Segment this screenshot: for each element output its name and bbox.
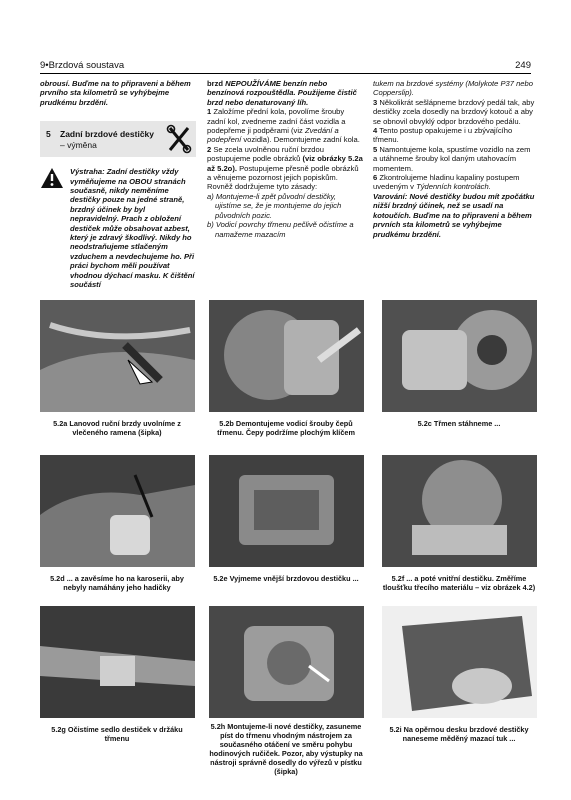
warning-block [40,167,196,289]
section-number: 5 [46,129,51,140]
tools-icon [166,124,192,154]
outer-pad-photo [209,455,364,567]
step-text: vozidla). Demontujeme zadní kola. [243,135,360,145]
caption-5-2b: 5.2b Demontujeme vodicí šrouby čepů třmenu. Čepy podržíme plochým klíčem [217,419,355,437]
caliper-bolt-photo [209,300,364,412]
photo-5-2i [382,606,537,718]
header-rule [40,73,531,74]
warning-icon [40,167,64,189]
step-text: Založíme přední kola, povolíme šrouby zadní kol, zvedneme zadní část vozidla a podepřeme ji podpěrami (viz [207,107,346,136]
reference-text: Týdenních kontrolách. [416,182,491,192]
reference-text: Zvedání a podepření [207,126,339,145]
caption-5-2h: 5.2h Montujeme-li nové destičky, zasuneme píst do třmenu vhodným nástrojem za současného otáčení ve směru pohybu hodinových ručiček. Pozor, aby výstupky na nástroji správně dosedly do výřezů v pístku (šipka) [209,722,363,776]
warning-text: Zadní destičky vždy vyměňujeme na OBOU stranách současně, nikdy neměníme destičky pouze na jedné straně, brzdný účinek by byl nepravidelný. Prach z obložení destiček může obsahovat azbest, který je zdravý škodlivý. Nikdy ho neodstraňujeme stlačeným vzduchem a nevdechujeme ho. Při práci bychom měli používat vhodnou dýchací masku. K čištění součástí [70,167,195,290]
step-text: Několikrát sešlápneme brzdový pedál tak, aby destičky zcela dosedly na brzdový kotouč a aby se obnovil obvyklý odpor brzdového pedálu. [373,97,535,126]
caliper-hung-photo [40,455,195,567]
step-text: Tento postup opakujeme i u zbývajícího třmenu. [373,126,513,145]
caliper-removal-photo [382,300,537,412]
pad-carrier-photo [40,606,195,718]
photo-5-2b [209,300,364,412]
warning-label: Varování: [373,191,408,201]
caption-5-2d: 5.2d ... a zavěsíme ho na karoserii, aby nebyly namáhány jeho hadičky [50,574,184,592]
caption-5-2a: 5.2a Lanovod ruční brzdy uvolníme z vlečeného ramena (šipka) [53,419,181,437]
warning-text: Nové destičky budou mít zpočátku nižší brzdný účinek, než se usadí na kotoučích. Buďme na to připraveni a během prvních sta kilometrů se vyhýbejme prudkému brzdění. [373,191,535,239]
caption-5-2f: 5.2f ... a poté vnitřní destičku. Změříme tloušťku třecího materiálu – viz obrázek 4.2) [382,574,536,592]
step-number: 3 [373,97,378,107]
column-3 [373,79,536,239]
photo-5-2g [40,606,195,718]
page-header [40,60,531,72]
section-heading [40,121,196,157]
step-number: 4 [373,126,378,136]
piston-tool-photo [209,606,364,718]
inner-pad-photo [382,455,537,567]
intro-text: obrousí. Buďme na to připraveni a během prvního sta kilometrů se vyhýbejme prudkému brzdění. [40,79,191,107]
column-1 [40,79,196,290]
column-2 [207,79,363,239]
text-fragment: brzd [207,79,224,88]
photo-5-2e [209,455,364,567]
caption-5-2i: 5.2i Na opěrnou desku brzdové destičky naneseme měděný mazací tuk ... [389,725,529,743]
reference-text: (viz obrázky 5.2a až 5.2o). [207,154,363,173]
step-text: Se zcela uvolněnou ruční brzdou postupujeme podle obrázků [207,144,324,164]
section-subtitle: – výměna [60,140,97,151]
list-item-b: b) Vodicí povrchy třmenu pečlivě očistíme a namažeme mazacím [207,220,354,239]
photo-5-2h [209,606,364,718]
step-number: 6 [373,173,378,183]
grease-pad-photo [382,606,537,718]
photo-5-2a [40,300,195,412]
step-text: Namontujeme kola, spustíme vozidlo na zem a utáhneme šrouby kol daným utahovacím momentem. [373,144,531,173]
section-title: Zadní brzdové destičky [60,129,154,140]
handbrake-cable-photo [40,300,195,412]
warning-label: Výstraha: [70,167,105,177]
list-item-a: a) Montujeme-li zpět původní destičky, ujistíme se, že je montujeme do jejich původních pozic. [207,191,342,220]
step-number: 1 [207,107,212,117]
photo-5-2c [382,300,537,412]
step-number: 5 [373,144,378,154]
caption-5-2e: 5.2e Vyjmeme vnější brzdovou destičku ... [213,574,359,583]
bold-warning-text: NEPOUŽÍVÁME benzín nebo benzínová rozpouštědla. Použijeme čistič brzd nebo denaturovaný líh. [207,79,357,107]
photo-5-2d [40,455,195,567]
continued-text: tukem na brzdové systémy (Molykote P37 nebo Copperslip). [373,79,533,98]
caption-5-2g: 5.2g Očistíme sedlo destiček v držáku třmenu [51,725,183,743]
page-number: 249 [515,60,531,71]
step-text: Postupujeme přesně podle obrázků a věnujeme pozornost jejich popiskům. Rovněž dodržujeme tyto zásady: [207,163,359,192]
step-text: Zkontrolujeme hladinu kapaliny postupem uvedeným v [373,173,520,192]
photo-5-2f [382,455,537,567]
step-number: 2 [207,144,212,154]
running-head: 9•Brzdová soustava [40,60,125,71]
caption-5-2c: 5.2c Třmen stáhneme ... [417,419,501,428]
